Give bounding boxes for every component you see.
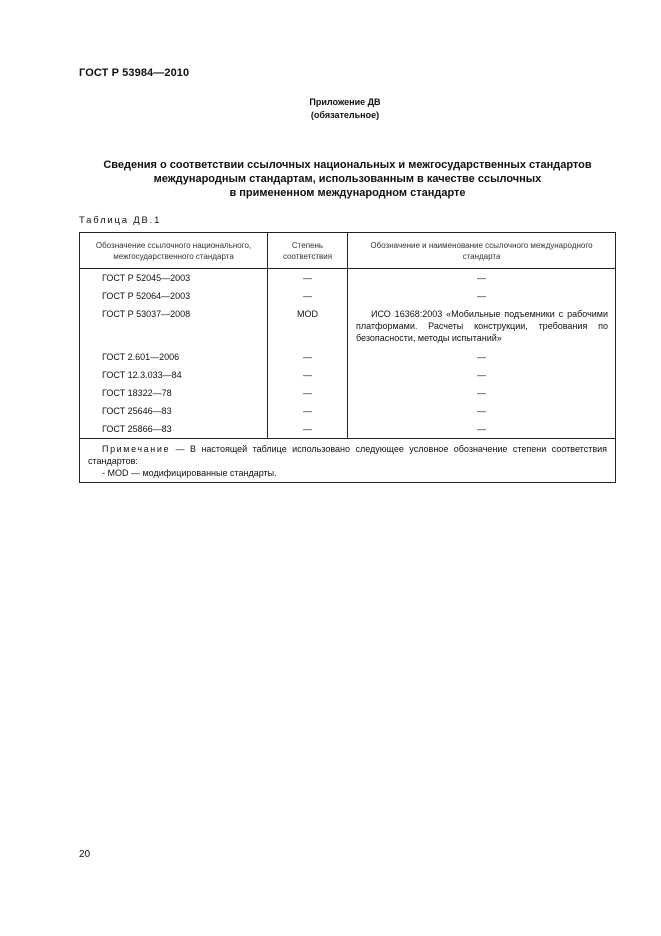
title-line-3: в примененном международном стандарте bbox=[229, 187, 466, 199]
cell-standard: ГОСТ Р 52064—2003 bbox=[80, 287, 268, 305]
cell-degree: — bbox=[268, 402, 348, 420]
section-title bbox=[60, 158, 635, 200]
table-row bbox=[80, 402, 616, 420]
cell-degree: — bbox=[268, 269, 348, 288]
title-line-2: международным стандартам, использованным в качестве ссылочных bbox=[153, 173, 542, 185]
table-caption: Таблица ДВ.1 bbox=[79, 215, 162, 226]
cell-standard: ГОСТ 18322—78 bbox=[80, 384, 268, 402]
note-item: - MOD — модифицированные стандарты. bbox=[102, 468, 277, 478]
table-row bbox=[80, 348, 616, 366]
cell-intl: — bbox=[348, 287, 616, 305]
cell-degree: — bbox=[268, 366, 348, 384]
cell-degree: MOD bbox=[268, 305, 348, 348]
cell-standard: ГОСТ Р 53037—2008 bbox=[80, 305, 268, 348]
table-header-row bbox=[80, 233, 616, 269]
cell-intl: — bbox=[348, 269, 616, 288]
cell-degree: — bbox=[268, 287, 348, 305]
table-row bbox=[80, 384, 616, 402]
document-code: ГОСТ Р 53984—2010 bbox=[79, 67, 190, 79]
cell-standard: ГОСТ 12.3.033—84 bbox=[80, 366, 268, 384]
cell-degree: — bbox=[268, 420, 348, 439]
page-number: 20 bbox=[79, 849, 91, 860]
table-row bbox=[80, 305, 616, 348]
appendix-heading bbox=[0, 96, 661, 122]
note-label: Примечание bbox=[102, 444, 171, 454]
column-header-standard: Обозначение ссылочного национального, межгосударственного стандарта bbox=[80, 233, 268, 269]
column-header-intl: Обозначение и наименование ссылочного международного стандарта bbox=[348, 233, 616, 269]
table-note bbox=[80, 439, 616, 483]
column-header-degree: Степень соответствия bbox=[268, 233, 348, 269]
note-body: — В настоящей таблице использовано следующее условное обозначение степени соответствия стандартов: bbox=[88, 444, 607, 466]
table-row bbox=[80, 269, 616, 288]
cell-degree: — bbox=[268, 384, 348, 402]
appendix-status: (обязательное) bbox=[310, 110, 380, 120]
note-text bbox=[88, 443, 607, 467]
table-note-row bbox=[80, 439, 616, 483]
cell-intl: — bbox=[348, 402, 616, 420]
cell-intl: ИСО 16368:2003 «Мобильные подъемники с рабочими платформами. Расчеты конструкции, требования по безопасности, методы испытаний» bbox=[348, 305, 616, 348]
table-row bbox=[80, 420, 616, 439]
cell-intl: — bbox=[348, 384, 616, 402]
title-line-1: Сведения о соответствии ссылочных национальных и межгосударственных стандартов bbox=[103, 159, 592, 171]
cell-intl: — bbox=[348, 348, 616, 366]
appendix-label: Приложение ДВ bbox=[309, 97, 381, 107]
cell-intl: — bbox=[348, 420, 616, 439]
cell-intl: — bbox=[348, 366, 616, 384]
table-row bbox=[80, 287, 616, 305]
cell-standard: ГОСТ 25646—83 bbox=[80, 402, 268, 420]
cell-degree: — bbox=[268, 348, 348, 366]
cell-standard: ГОСТ 25866—83 bbox=[80, 420, 268, 439]
cell-standard: ГОСТ Р 52045—2003 bbox=[80, 269, 268, 288]
table-row bbox=[80, 366, 616, 384]
cell-standard: ГОСТ 2.601—2006 bbox=[80, 348, 268, 366]
correspondence-table bbox=[79, 232, 616, 483]
